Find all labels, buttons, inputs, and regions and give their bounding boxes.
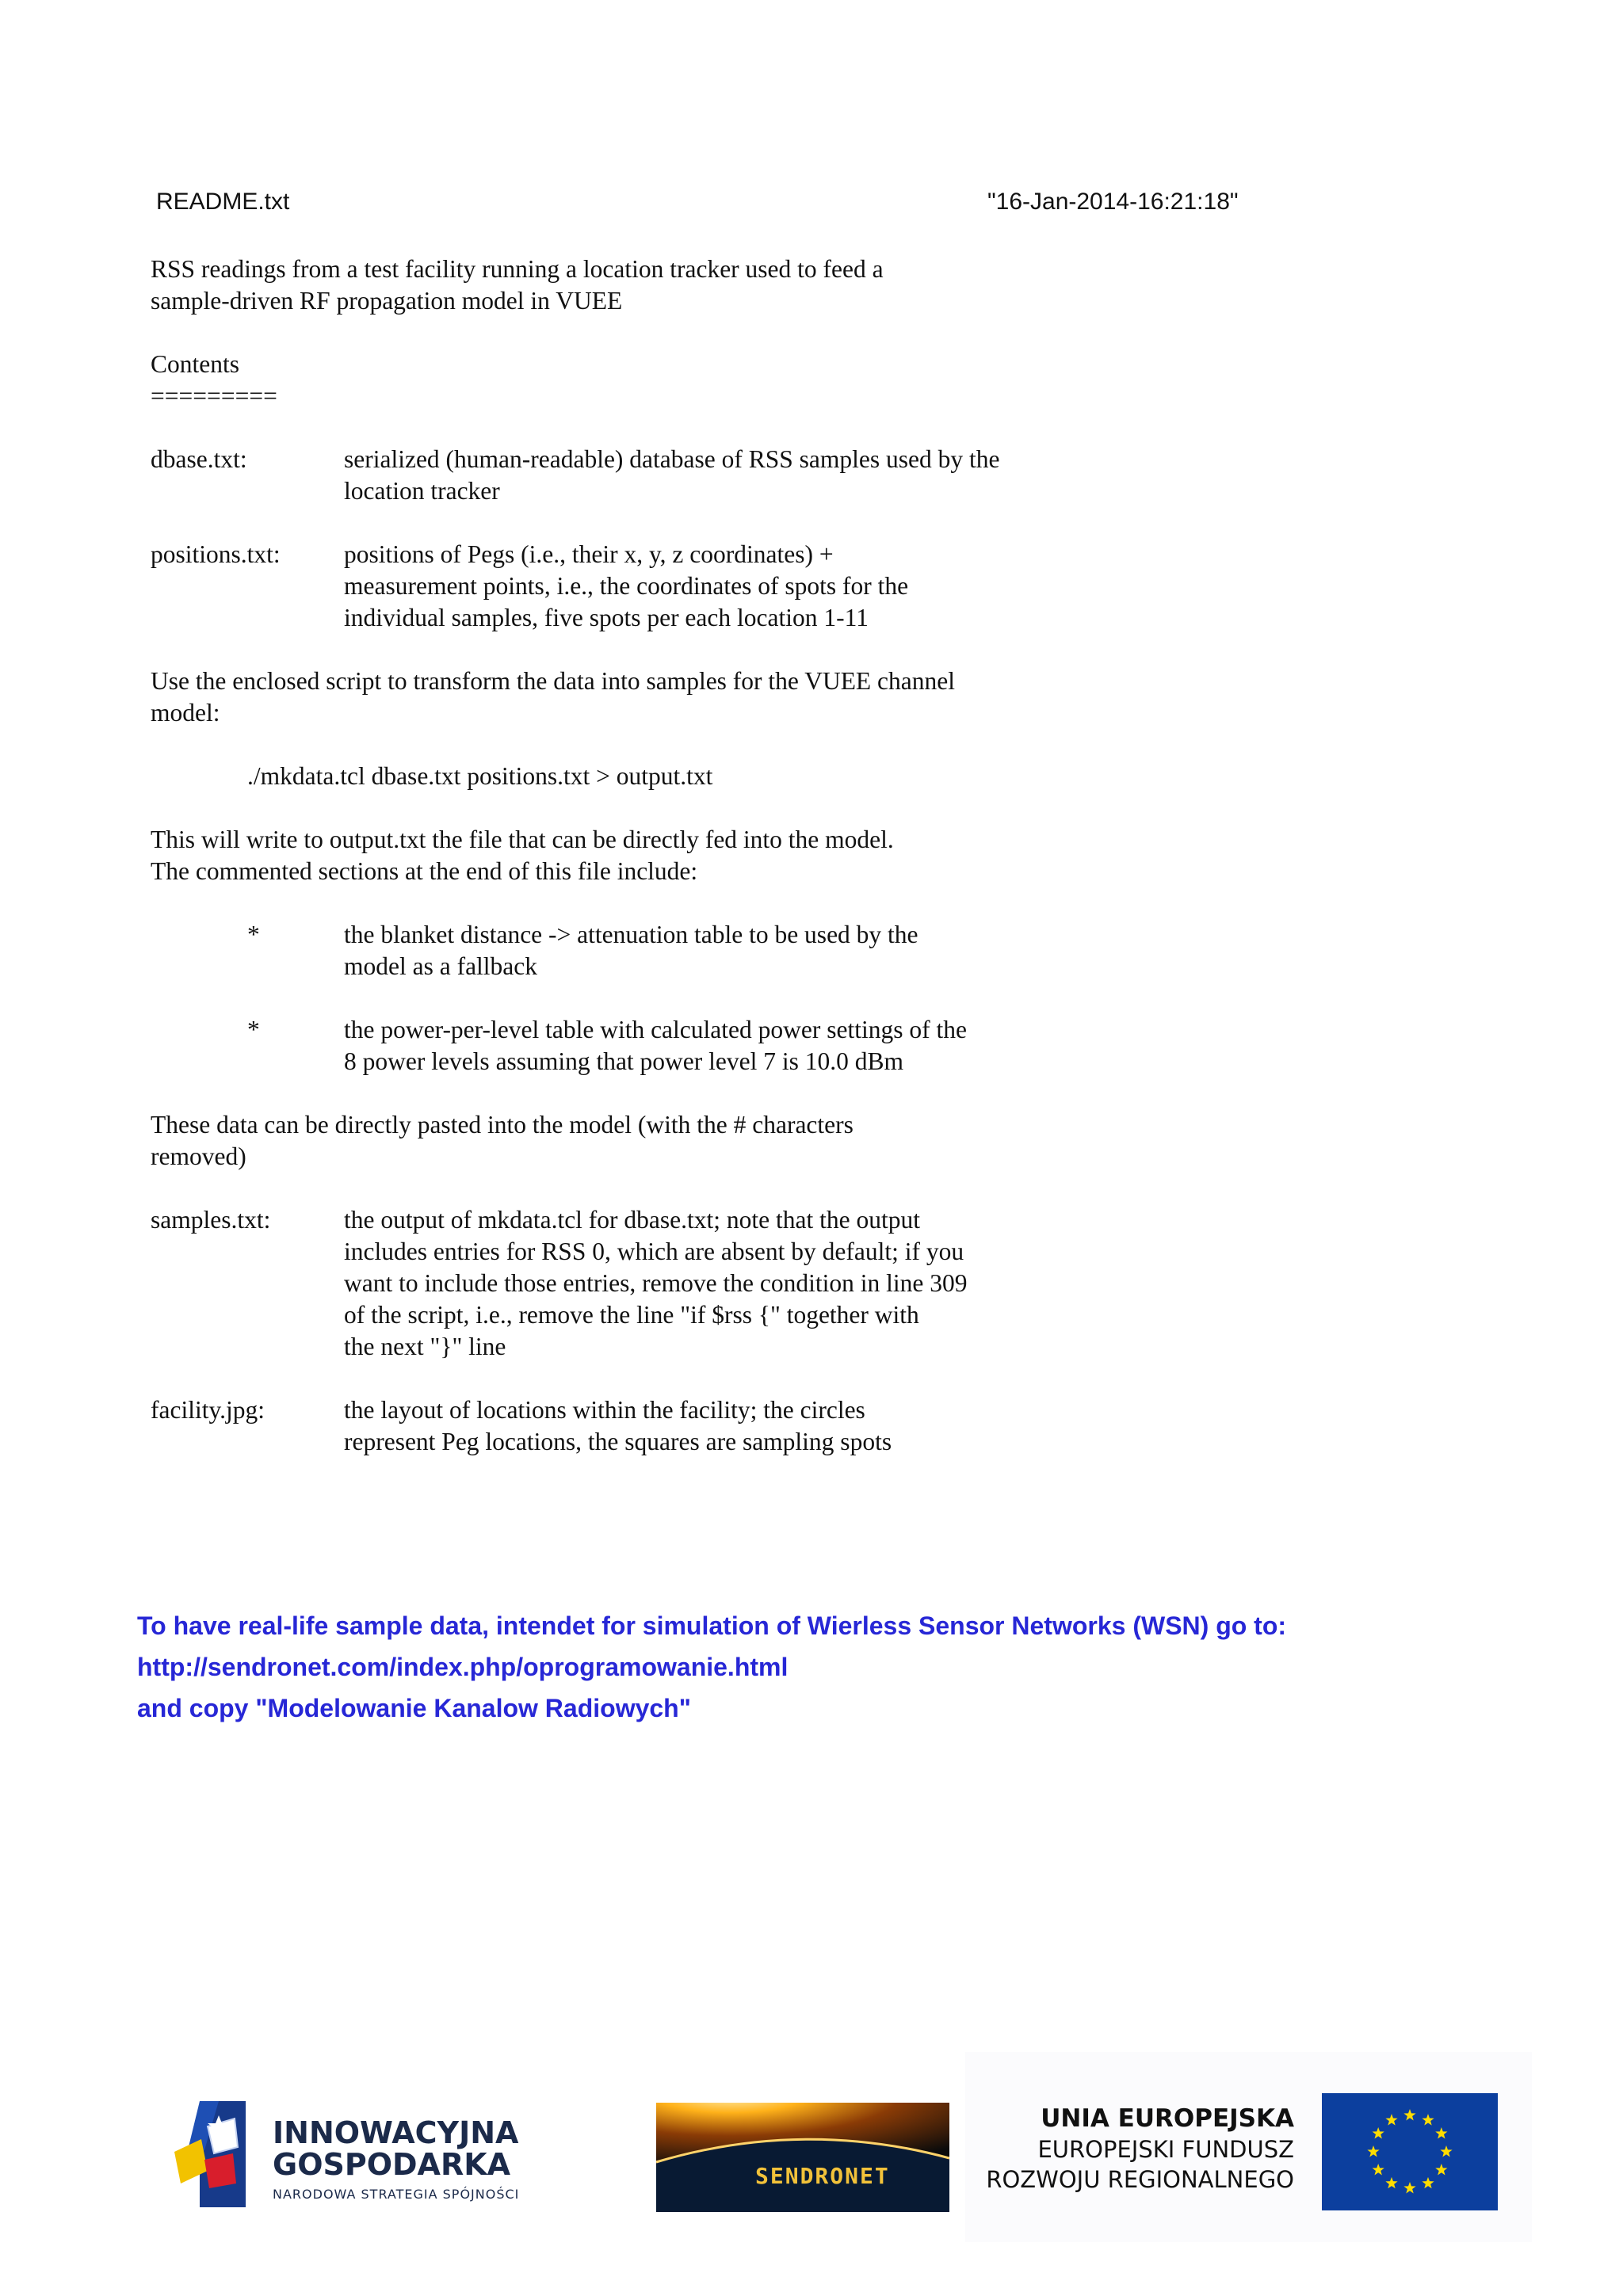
entry-samples xyxy=(151,1204,1181,1363)
eu-stars-icon xyxy=(1322,2093,1498,2210)
promo-text: To have real-life sample data, intendet for simulation of Wierless Sensor Networks (WSN) go to: xyxy=(137,1611,1287,1640)
eu-title: UNIA EUROPEJSKA xyxy=(1041,2104,1294,2133)
use-script-paragraph xyxy=(151,666,1181,729)
entry-dbase xyxy=(151,444,1181,507)
intro-line: sample-driven RF propagation model in VUEE xyxy=(151,287,623,315)
bullet-description xyxy=(344,919,1181,982)
footer-logos xyxy=(0,2052,1623,2242)
eu-star-icon xyxy=(1435,2164,1447,2175)
eu-region-line: ROZWOJU REGIONALNEGO xyxy=(986,2166,1294,2193)
bullet-line: the blanket distance -> attenuation table to be used by the xyxy=(344,921,918,948)
entry-line: positions of Pegs (i.e., their x, y, z coordinates) + xyxy=(344,540,834,568)
entry-term: positions.txt: xyxy=(151,540,281,568)
entry-line: the layout of locations within the facility; the circles xyxy=(344,1396,865,1424)
contents-section xyxy=(151,349,1181,412)
promo-block xyxy=(137,1605,1286,1729)
gospodarka-title: GOSPODARKA xyxy=(273,2147,511,2182)
entry-line: individual samples, five spots per each location 1-11 xyxy=(344,604,869,631)
eu-text xyxy=(986,2103,1294,2195)
entry-term: samples.txt: xyxy=(151,1206,271,1234)
bullet-item xyxy=(151,919,1181,982)
paste-note-paragraph xyxy=(151,1109,1181,1173)
entry-term: facility.jpg: xyxy=(151,1396,265,1424)
entry-description xyxy=(344,444,1181,507)
paragraph-line: Use the enclosed script to transform the data into samples for the VUEE channel xyxy=(151,667,955,695)
entry-description xyxy=(344,1204,1181,1363)
eu-star-icon xyxy=(1385,2177,1397,2188)
entry-line: includes entries for RSS 0, which are absent by default; if you xyxy=(344,1238,964,1265)
command-line: ./mkdata.tcl dbase.txt positions.txt > output.txt xyxy=(247,762,713,790)
entry-facility xyxy=(151,1394,1181,1458)
bullet-line: 8 power levels assuming that power level 7 is 10.0 dBm xyxy=(344,1047,904,1075)
contents-rule: ========= xyxy=(151,382,277,410)
entry-description xyxy=(344,539,1181,634)
entry-line: of the script, i.e., remove the line "if $rss {" together with xyxy=(344,1301,919,1329)
entry-line: serialized (human-readable) database of RSS samples used by the xyxy=(344,445,1000,473)
eu-star-icon xyxy=(1422,2114,1434,2125)
eu-fund-line: EUROPEJSKI FUNDUSZ xyxy=(1037,2136,1294,2163)
header-timestamp: "16-Jan-2014-16:21:18" xyxy=(987,189,1239,215)
innowacyjna-subtitle: NARODOWA STRATEGIA SPÓJNOŚCI xyxy=(273,2187,520,2202)
header-filename: README.txt xyxy=(156,189,290,215)
eu-star-icon xyxy=(1367,2145,1379,2157)
innowacyjna-title: INNOWACYJNA xyxy=(273,2115,519,2150)
entry-line: measurement points, i.e., the coordinates of spots for the xyxy=(344,572,909,600)
entry-line: the next "}" line xyxy=(344,1333,506,1360)
bullet-mark: * xyxy=(247,921,260,948)
bullet-mark: * xyxy=(247,1016,260,1043)
eu-star-icon xyxy=(1403,2182,1415,2193)
paragraph-line: These data can be directly pasted into the model (with the # characters xyxy=(151,1111,854,1138)
eu-star-icon xyxy=(1403,2109,1415,2120)
innowacyjna-text xyxy=(273,2117,519,2202)
sendronet-logo xyxy=(656,2103,949,2212)
eu-star-icon xyxy=(1385,2114,1397,2125)
eu-star-icon xyxy=(1440,2145,1452,2157)
intro-paragraph xyxy=(151,254,1181,317)
sendronet-sunrise-icon xyxy=(656,2103,949,2212)
entry-description xyxy=(344,1394,1181,1458)
sendronet-label: SENDRONET xyxy=(755,2163,890,2189)
bullet-item xyxy=(151,1014,1181,1077)
intro-line: RSS readings from a test facility running a location tracker used to feed a xyxy=(151,255,884,283)
promo-link[interactable]: http://sendronet.com/index.php/oprogramowanie.html xyxy=(137,1653,789,1681)
bullet-line: the power-per-level table with calculated power settings of the xyxy=(344,1016,967,1043)
entry-term: dbase.txt: xyxy=(151,445,247,473)
entry-line: represent Peg locations, the squares are sampling spots xyxy=(344,1428,892,1455)
entry-line: the output of mkdata.tcl for dbase.txt; note that the output xyxy=(344,1206,920,1234)
eu-star-icon xyxy=(1373,2164,1384,2175)
eu-star-icon xyxy=(1422,2177,1434,2188)
eu-flag-icon xyxy=(1322,2093,1498,2210)
readme-body xyxy=(151,254,1181,1489)
eu-star-icon xyxy=(1373,2127,1384,2138)
bullet-description xyxy=(344,1014,1181,1077)
eu-fund-logo xyxy=(965,2052,1532,2242)
entry-line: want to include those entries, remove the condition in line 309 xyxy=(344,1269,968,1297)
entry-line: location tracker xyxy=(344,477,500,505)
paragraph-line: removed) xyxy=(151,1142,246,1170)
innowacyjna-gospodarka-logo xyxy=(170,2095,566,2214)
eu-star-icon xyxy=(1435,2127,1447,2138)
bullet-line: model as a fallback xyxy=(344,952,538,980)
promo-text: and copy "Modelowanie Kanalow Radiowych" xyxy=(137,1694,691,1722)
paragraph-line: model: xyxy=(151,699,220,727)
paragraph-line: This will write to output.txt the file that can be directly fed into the model. xyxy=(151,826,894,853)
innowacyjna-emblem-icon xyxy=(170,2095,249,2214)
output-note-paragraph xyxy=(151,824,1181,887)
paragraph-line: The commented sections at the end of this file include: xyxy=(151,857,698,885)
contents-heading: Contents xyxy=(151,350,240,378)
entry-positions xyxy=(151,539,1181,634)
